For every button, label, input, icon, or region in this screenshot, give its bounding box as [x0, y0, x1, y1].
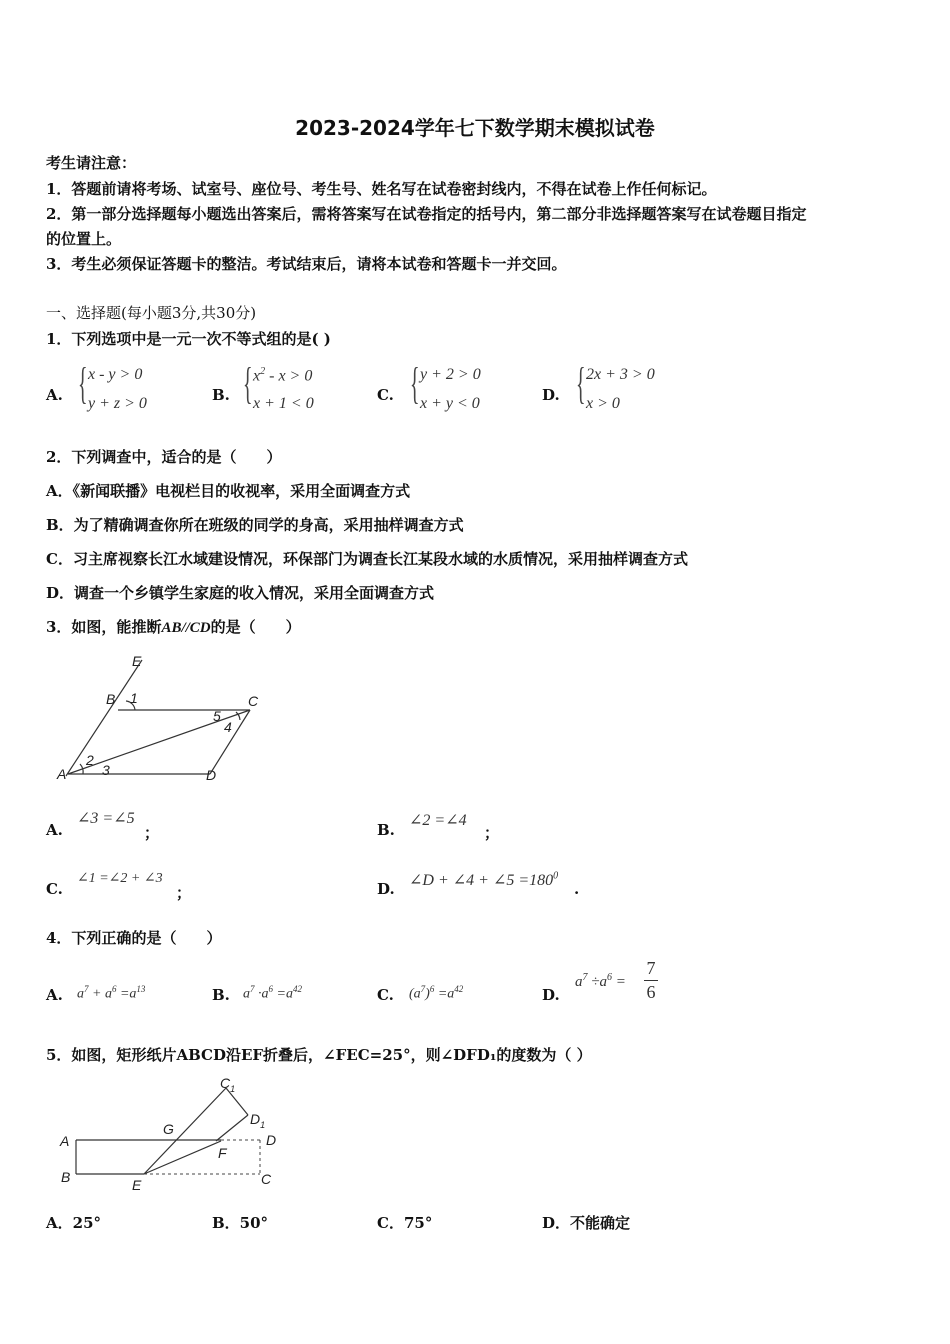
page-title: 2023-2024学年七下数学期末模拟试卷: [295, 116, 655, 140]
fig5-label-g: G: [163, 1121, 174, 1137]
q4-stem: 4．下列正确的是（ ）: [46, 929, 222, 947]
notice-line-3: 3．考生必须保证答题卡的整洁。考试结束后，请将本试卷和答题卡一并交回。: [46, 255, 567, 273]
q4-fraction: 7 6: [644, 958, 658, 1003]
q5-stem: 5．如图，矩形纸片ABCD沿EF折叠后，∠FEC=25°，则∠DFD₁的度数为（ ）: [46, 1046, 592, 1064]
q1-stem: 1．下列选项中是一元一次不等式组的是( ): [46, 330, 331, 348]
fig5-label-c1: $C_1$: [220, 1075, 236, 1094]
q3-figure: [50, 652, 270, 787]
q5-option-b: B．50°: [212, 1214, 269, 1232]
fig3-label-1: 1: [130, 690, 138, 706]
fig5-label-c: C: [261, 1171, 272, 1187]
fig3-label-c: C: [248, 693, 259, 709]
fig3-label-b: B: [106, 691, 116, 707]
fig5-label-d: D: [266, 1132, 277, 1148]
notice-header: 考生请注意：: [46, 154, 137, 172]
section-heading: 一、选择题(每小题3分,共30分): [46, 304, 257, 322]
fig3-label-4: 4: [224, 719, 232, 735]
notice-line-2-cont: 的位置上。: [46, 230, 122, 248]
notice-line-1: 1．答题前请将考场、试室号、座位号、考生号、姓名写在试卷密封线内，不得在试卷上作任何标记。: [46, 180, 717, 198]
fig3-label-3: 3: [102, 762, 110, 778]
q3-stem: 3．如图，能推断AB//CD的是（ ）: [46, 618, 301, 636]
fig5-label-b: B: [61, 1169, 71, 1185]
q5-option-c: C．75°: [377, 1214, 433, 1232]
q2-stem: 2．下列调查中，适合的是（ ）: [46, 448, 282, 466]
q2-option-b: B．为了精确调查你所在班级的同学的身高，采用抽样调查方式: [46, 516, 464, 534]
fig5-label-a: A: [60, 1133, 70, 1149]
q5-option-d: D．不能确定: [542, 1214, 631, 1232]
fig3-label-a: A: [57, 766, 67, 782]
fig3-label-d: D: [206, 767, 217, 783]
notice-line-2: 2．第一部分选择题每小题选出答案后，需将答案写在试卷指定的括号内，第二部分非选择题答案写在试卷题目指定: [46, 205, 807, 223]
q5-option-a: A．25°: [46, 1214, 102, 1232]
fig5-label-f: F: [218, 1145, 227, 1161]
q5-figure: [56, 1072, 286, 1197]
fig3-label-5: 5: [213, 708, 221, 724]
fig3-label-e: E: [132, 653, 142, 669]
fig3-label-2: 2: [86, 752, 94, 768]
q2-option-d: D．调查一个乡镇学生家庭的收入情况，采用全面调查方式: [46, 584, 435, 602]
fig5-label-d1: $D_1$: [250, 1111, 266, 1130]
fig5-label-e: E: [132, 1177, 142, 1193]
q2-option-a: A．《新闻联播》电视栏目的收视率，采用全面调查方式: [46, 482, 411, 500]
q2-option-c: C．习主席视察长江水域建设情况，环保部门为调查长江某段水域的水质情况，采用抽样调查方式: [46, 550, 688, 568]
